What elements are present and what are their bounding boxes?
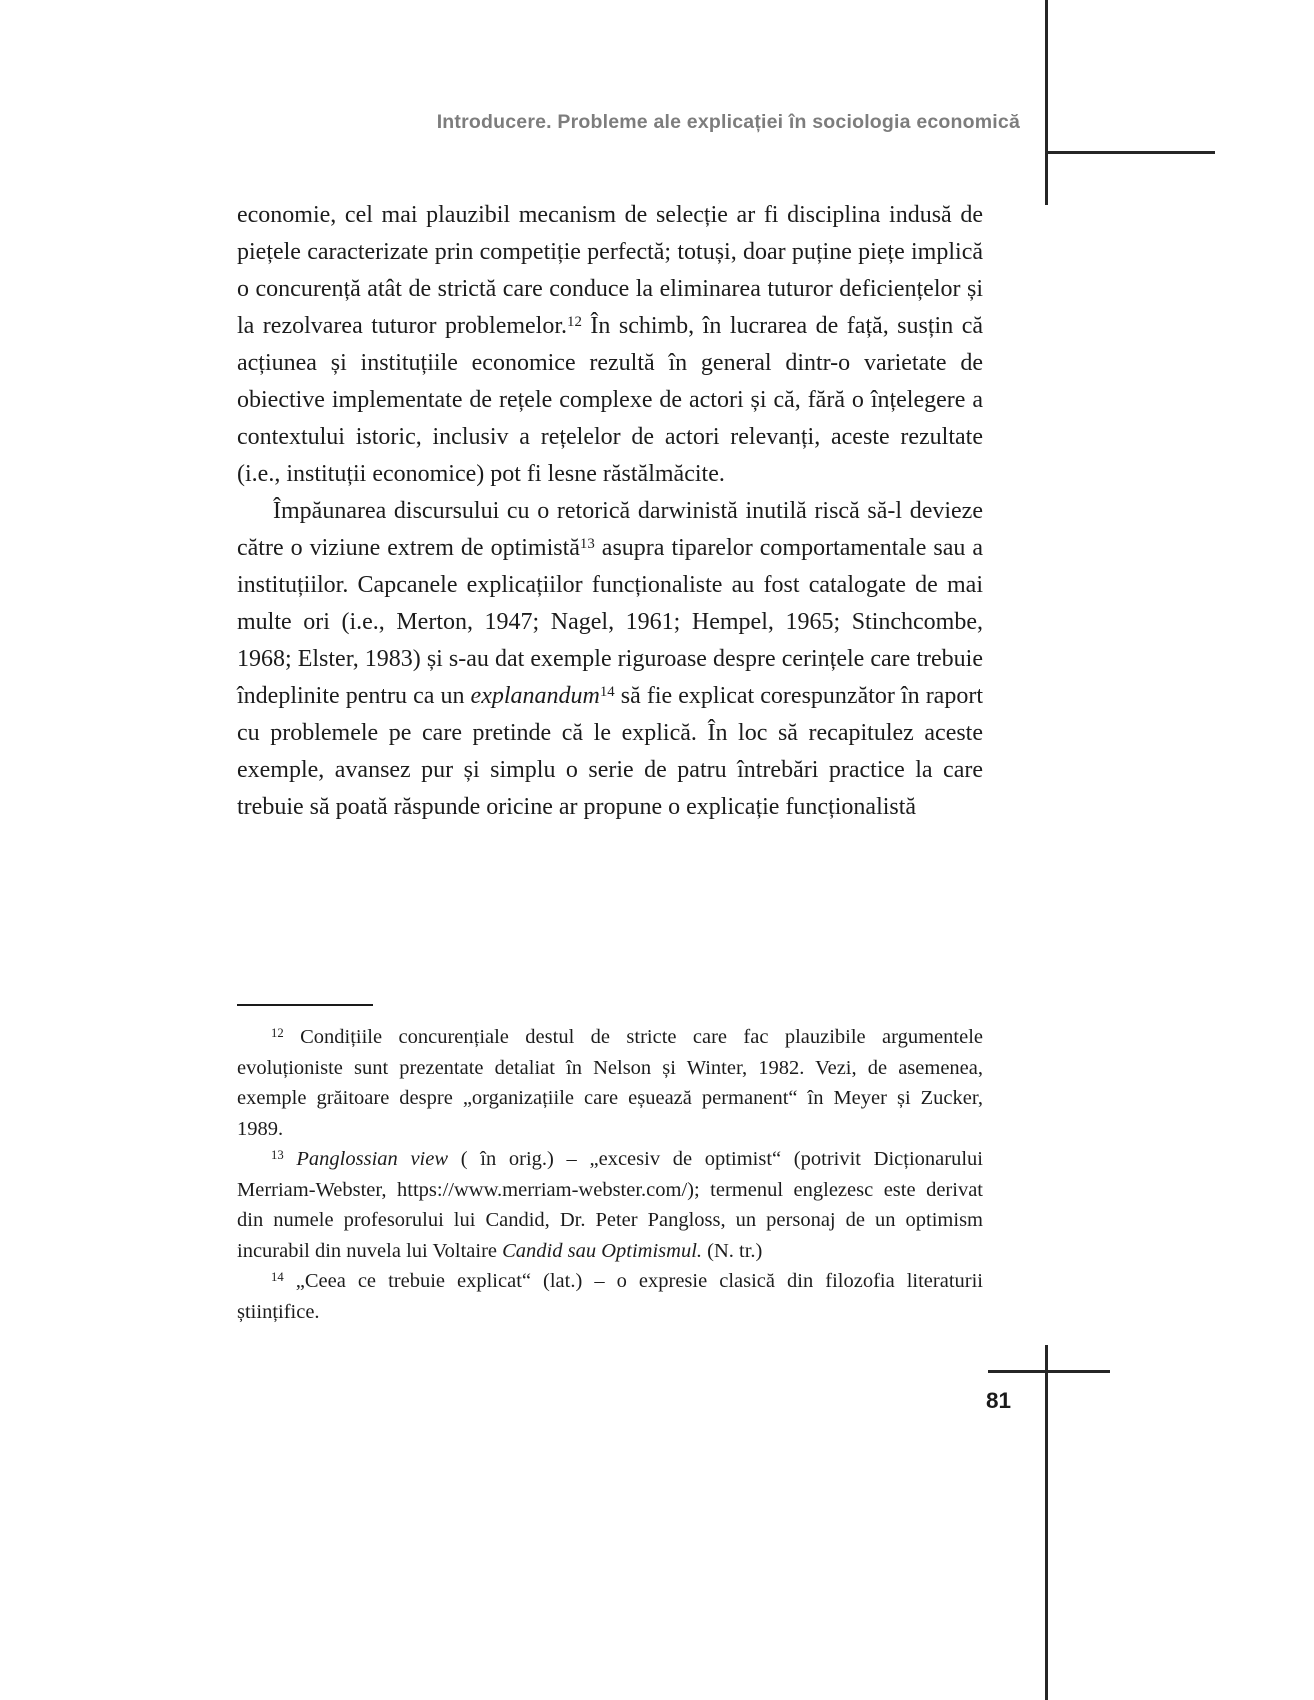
text-run: economie, cel mai plauzibil mecanism de selecție ar fi disciplina indusă de piețele caracterizate prin competiție perfectă; totuși, doar puține piețe implică o concurență atât de strictă care conduce la eliminarea tuturor deficiențelor și la rezolvarea tuturor problemelor.	[237, 202, 983, 339]
footnote-number-12: 12	[271, 1026, 284, 1041]
footnote-marker-12: 12	[567, 314, 582, 331]
text-run: În schimb, în lucrarea de față, susțin că acțiunea și instituțiile economice rezultă în general dintr-o varietate de obiective implementate de rețele complexe de actori și că, fără o înțelegere a contextului istoric, inclusiv a rețelelor de actori relevanți, aceste rezultate (i.e., instituții economice) pot fi lesne răstălmăcite.	[237, 313, 983, 487]
italic-term-explanandum: explanandum	[470, 683, 600, 709]
italic-title-candid-sau-optimismul: Candid sau Optimismul.	[502, 1239, 703, 1262]
text-run: „Ceea ce trebuie explicat“ (lat.) – o expresie clasică din filozofia literaturii științifice.	[237, 1270, 983, 1323]
footnote-14	[237, 1266, 983, 1327]
top-right-horizontal-rule	[1045, 151, 1215, 154]
page-number: 81	[986, 1388, 1012, 1413]
top-right-vertical-rule	[1045, 0, 1048, 205]
paragraph-1	[237, 197, 983, 493]
text-run: (N. tr.)	[702, 1239, 763, 1262]
paragraph-2	[237, 493, 983, 826]
bottom-right-vertical-rule	[1045, 1345, 1048, 1700]
text-run: Împăunarea discursului cu o retorică darwinistă inutilă riscă să-l devieze către o viziune extrem de optimistă	[237, 498, 983, 561]
footnote-number-13: 13	[271, 1148, 284, 1163]
footnotes	[237, 1022, 983, 1327]
running-header: Introducere. Probleme ale explicației în sociologia economică	[436, 111, 1020, 133]
italic-term-panglossian-view: Panglossian view	[283, 1148, 449, 1170]
bottom-right-horizontal-rule	[988, 1370, 1110, 1373]
footnote-separator	[237, 1004, 373, 1006]
footnote-marker-14: 14	[599, 684, 615, 701]
footnote-12	[237, 1022, 983, 1144]
text-run: asupra tiparelor comportamentale sau a instituțiilor. Capcanele explicațiilor funcționaliste au fost catalogate de mai multe ori (i.e., Merton, 1947; Nagel, 1961; Hempel, 1965; Stinchcombe, 1968; Elster, 1983) și s-au dat exemple riguroase despre cerințele care trebuie îndeplinite pentru ca un	[237, 535, 984, 709]
text-run: Condițiile concurențiale destul de stricte care fac plauzibile argumentele evoluționiste sunt prezentate detaliat în Nelson și Winter, 1982. Vezi, de asemenea, exemple grăitoare despre „organizațiile care eșuează permanent“ în Meyer și Zucker, 1989.	[237, 1026, 983, 1140]
text-run: ( în orig.) – „excesiv de optimist“ (potrivit Dicționarului Merriam-Webster, https://www.merriam-webster.com/); termenul englezesc este derivat din numele profesorului lui Candid, Dr. Peter Pangloss, un personaj de un optimism incurabil din nuvela lui Voltaire	[237, 1148, 983, 1262]
text-run: să fie explicat corespunzător în raport cu problemele pe care pretinde că le explică. În loc să recapitulez aceste exemple, avansez pur și simplu o serie de patru întrebări practice la care trebuie să poată răspunde oricine ar propune o explicație funcționalistă	[237, 683, 983, 820]
body-text	[237, 197, 983, 826]
footnote-marker-13: 13	[579, 536, 595, 553]
footnote-number-14: 14	[271, 1270, 284, 1285]
footnote-13	[237, 1144, 983, 1266]
